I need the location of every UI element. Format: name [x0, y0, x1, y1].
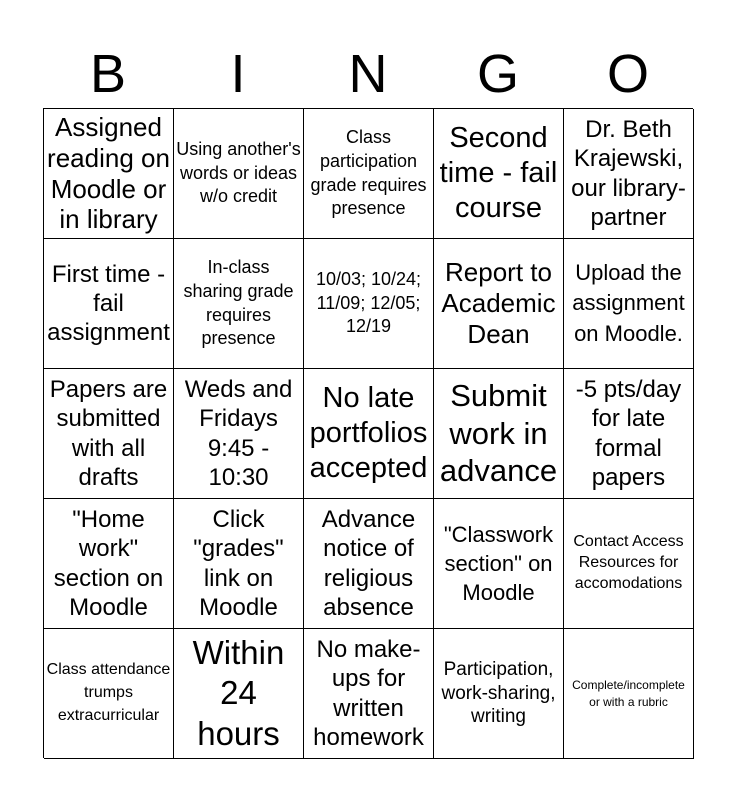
- bingo-header: [43, 40, 693, 108]
- bingo-cell-r3c3[interactable]: No late portfolios accepted: [304, 369, 434, 499]
- bingo-cell-r3c1[interactable]: Papers are submitted with all drafts: [44, 369, 174, 499]
- bingo-cell-r5c2[interactable]: Within 24 hours: [174, 629, 304, 759]
- bingo-cell-r5c5[interactable]: Complete/incomplete or with a rubric: [564, 629, 694, 759]
- header-letter-b: B: [89, 44, 127, 104]
- bingo-cell-r3c2[interactable]: Weds and Fridays 9:45 - 10:30: [174, 369, 304, 499]
- bingo-cell-r2c5[interactable]: Upload the assignment on Moodle.: [564, 239, 694, 369]
- header-letter-i: I: [230, 44, 246, 104]
- header-letter-o: O: [606, 44, 649, 104]
- header-letter-g: G: [476, 44, 519, 104]
- bingo-cell-r1c4[interactable]: Second time - fail course: [434, 109, 564, 239]
- bingo-grid: [43, 108, 693, 758]
- bingo-cell-r4c3[interactable]: Advance notice of religious absence: [304, 499, 434, 629]
- header-letter-n: N: [348, 44, 388, 104]
- bingo-cell-r5c3[interactable]: No make-ups for written homework: [304, 629, 434, 759]
- bingo-cell-r2c1[interactable]: First time - fail assignment: [44, 239, 174, 369]
- bingo-cell-r4c1[interactable]: "Home work" section on Moodle: [44, 499, 174, 629]
- bingo-cell-r4c4[interactable]: "Classwork section" on Moodle: [434, 499, 564, 629]
- bingo-cell-r4c2[interactable]: Click "grades" link on Moodle: [174, 499, 304, 629]
- bingo-cell-r1c3[interactable]: Class participation grade requires presence: [304, 109, 434, 239]
- bingo-cell-r2c2[interactable]: In-class sharing grade requires presence: [174, 239, 304, 369]
- bingo-cell-r2c3[interactable]: 10/03; 10/24; 11/09; 12/05; 12/19: [304, 239, 434, 369]
- bingo-cell-r1c5[interactable]: Dr. Beth Krajewski, our library-partner: [564, 109, 694, 239]
- bingo-cell-r4c5[interactable]: Contact Access Resources for accomodations: [564, 499, 694, 629]
- bingo-cell-r1c2[interactable]: Using another's words or ideas w/o credit: [174, 109, 304, 239]
- bingo-cell-r5c4[interactable]: Participation, work-sharing, writing: [434, 629, 564, 759]
- bingo-cell-r1c1[interactable]: Assigned reading on Moodle or in library: [44, 109, 174, 239]
- bingo-cell-r5c1[interactable]: Class attendance trumps extracurricular: [44, 629, 174, 759]
- bingo-cell-r3c4[interactable]: Submit work in advance: [434, 369, 564, 499]
- bingo-cell-r2c4[interactable]: Report to Academic Dean: [434, 239, 564, 369]
- bingo-cell-r3c5[interactable]: -5 pts/day for late formal papers: [564, 369, 694, 499]
